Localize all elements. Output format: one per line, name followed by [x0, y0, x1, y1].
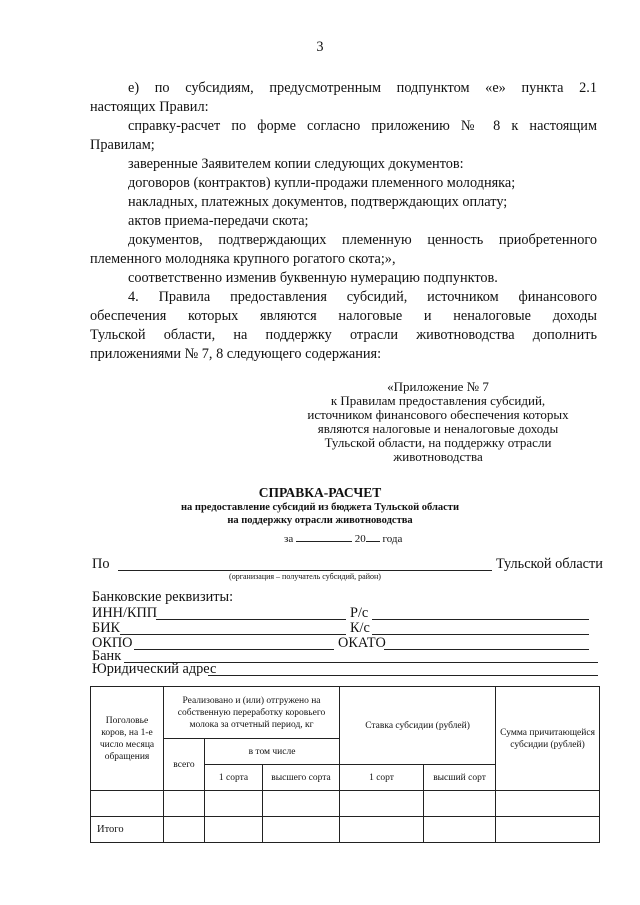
table-cell[interactable] — [496, 791, 600, 817]
paragraph-line: справку-расчет по форме согласно приложению № 8 к настоящим — [128, 118, 597, 134]
table-cell[interactable] — [164, 791, 205, 817]
header-rate-grade1: 1 сорт — [340, 765, 424, 791]
header-rate: Ставка субсидии (рублей) — [340, 687, 496, 765]
okato-field[interactable] — [384, 637, 589, 650]
okpo-field[interactable] — [134, 637, 334, 650]
form-subtitle: на поддержку отрасли животноводства — [227, 515, 413, 526]
date-year: 20 — [354, 533, 366, 545]
header-cows: Поголовье коров, на 1-е число месяца обращения — [91, 687, 164, 791]
paragraph-line: Тульской области, на поддержку отрасли животноводства дополнить — [90, 327, 597, 343]
header-milk-total: всего — [164, 739, 205, 791]
total-label: Итого — [91, 817, 164, 843]
header-milk-top: высшего сорта — [263, 765, 340, 791]
paragraph-line: накладных, платежных документов, подтверждающих оплату; — [128, 194, 508, 210]
paragraph-line: документов, подтверждающих племенную ценность приобретенного — [128, 232, 597, 248]
bank-label: Банк — [92, 648, 122, 664]
paragraph-line: заверенные Заявителем копии следующих документов: — [128, 156, 464, 172]
form-title: СПРАВКА-РАСЧЕТ — [258, 485, 382, 500]
appendix-line: являются налоговые и неналоговые доходы — [317, 421, 559, 436]
table-cell[interactable] — [263, 817, 340, 843]
rs-label: Р/с — [350, 605, 369, 621]
paragraph-line: актов приема-передачи скота; — [128, 213, 309, 229]
table-row — [91, 791, 600, 817]
table-cell[interactable] — [340, 791, 424, 817]
table-cell[interactable] — [424, 791, 496, 817]
form-date — [284, 529, 402, 545]
appendix-line: к Правилам предоставления субсидий, — [330, 393, 546, 408]
year-blank[interactable] — [366, 529, 380, 542]
paragraph-line: договоров (контрактов) купли-продажи племенного молодняка; — [128, 175, 516, 191]
appendix-heading — [278, 380, 598, 464]
header-sum: Сумма причитающейся субсидии (рублей) — [496, 687, 600, 791]
paragraph-line: е) по субсидиям, предусмотренным подпунктом «е» пункта 2.1 — [128, 80, 597, 96]
po-field[interactable] — [118, 558, 492, 571]
subsidy-table — [90, 686, 600, 843]
header-milk-sub: в том числе — [205, 739, 340, 765]
header-milk: Реализовано и (или) отгружено на собственную переработку коровьего молока за отчетный период, кг — [164, 687, 340, 739]
po-label: По — [92, 556, 110, 572]
okato-label: ОКАТО — [338, 635, 386, 651]
bank-details-label: Банковские реквизиты: — [92, 589, 234, 605]
okpo-label: ОКПО — [92, 635, 133, 651]
paragraph-line: приложениями № 7, 8 следующего содержания: — [90, 346, 382, 362]
table-cell[interactable] — [91, 791, 164, 817]
date-prefix: за — [284, 533, 294, 545]
paragraph-line: обеспечения которых являются налоговые и неналоговые доходы — [90, 308, 597, 324]
appendix-line: «Приложение № 7 — [387, 379, 489, 394]
table-cell[interactable] — [205, 817, 263, 843]
table-row-total — [91, 817, 600, 843]
page-number: 3 — [316, 39, 324, 55]
table-cell[interactable] — [496, 817, 600, 843]
table-cell[interactable] — [164, 817, 205, 843]
address-label: Юридический адрес — [92, 661, 217, 677]
paragraph-line: Правилам; — [90, 137, 155, 153]
ks-field[interactable] — [372, 622, 589, 635]
header-milk-grade1: 1 сорта — [205, 765, 263, 791]
paragraph-line: 4. Правила предоставления субсидий, источником финансового — [128, 289, 597, 305]
table-cell[interactable] — [340, 817, 424, 843]
bik-label: БИК — [92, 620, 121, 636]
po-hint: (организация – получатель субсидий, район) — [229, 572, 381, 581]
paragraph-line: настоящих Правил: — [90, 99, 209, 115]
date-blank[interactable] — [296, 529, 352, 542]
table-cell[interactable] — [424, 817, 496, 843]
date-suffix: года — [382, 533, 403, 545]
appendix-line: Тульской области, на поддержку отрасли — [324, 435, 552, 450]
ks-label: К/с — [350, 620, 370, 636]
form-subtitle: на предоставление субсидий из бюджета Тульской области — [180, 502, 460, 513]
paragraph-line: племенного молодняка крупного рогатого скота;», — [90, 251, 396, 267]
table-cell[interactable] — [263, 791, 340, 817]
inn-field[interactable] — [156, 607, 346, 620]
bik-field[interactable] — [120, 622, 346, 635]
table-cell[interactable] — [205, 791, 263, 817]
appendix-line: источником финансового обеспечения которых — [307, 407, 569, 422]
appendix-line: животноводства — [393, 449, 483, 464]
rs-field[interactable] — [372, 607, 589, 620]
paragraph-line: соответственно изменив буквенную нумерацию подпунктов. — [128, 270, 498, 286]
po-suffix: Тульской области — [496, 556, 603, 572]
inn-label: ИНН/КПП — [92, 605, 158, 621]
header-rate-top: высший сорт — [424, 765, 496, 791]
address-field[interactable] — [208, 663, 598, 676]
